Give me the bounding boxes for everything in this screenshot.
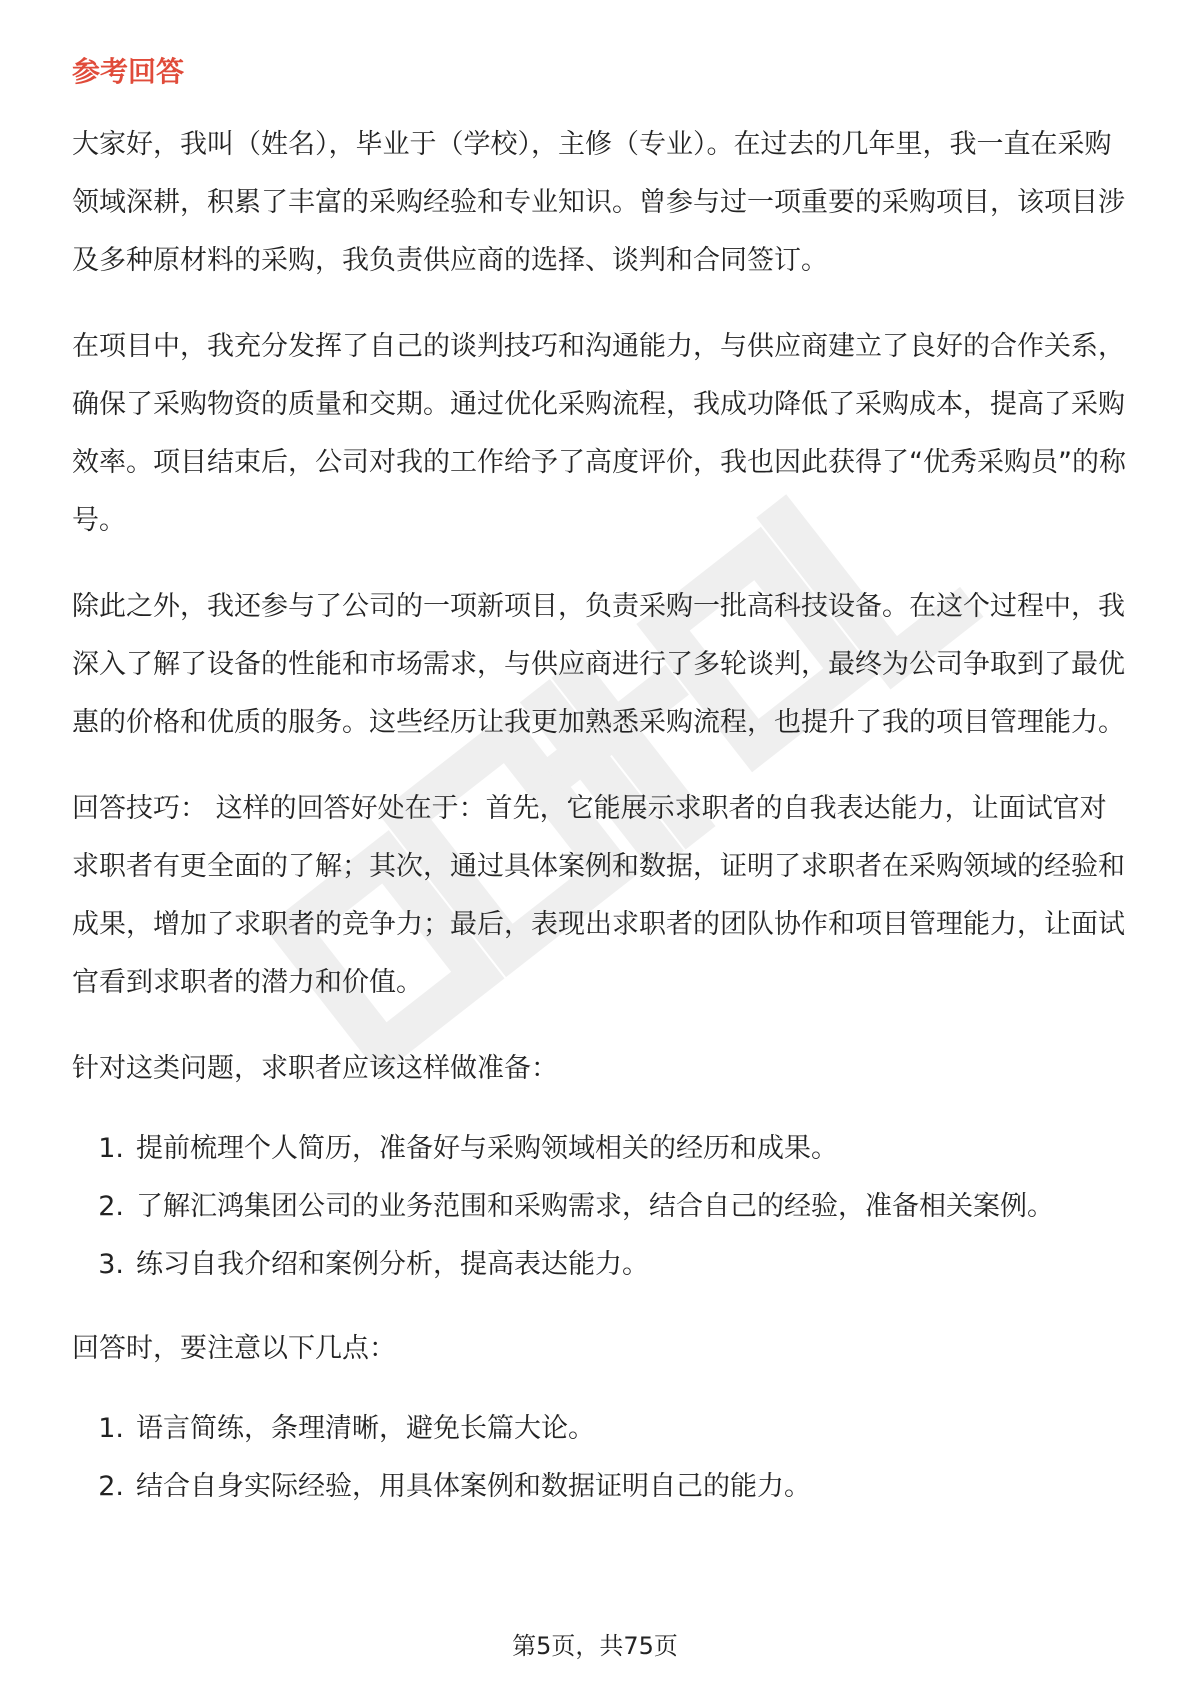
notes-heading: 回答时，要注意以下几点：: [72, 1333, 396, 1364]
list-item: [72, 1236, 1132, 1294]
paragraph-project: 在项目中，我充分发挥了自己的谈判技巧和沟通能力，与供应商建立了良好的合作关系，确保了采购物资的质量和交期。通过优化采购流程，我成功降低了采购成本，提高了采购效率。项目结束后，公司对我的工作给予了高度评价，我也因此获得了“优秀采购员”的称号。: [72, 331, 1126, 536]
list-item: [72, 1178, 1132, 1236]
list-text: 练习自我介绍和案例分析，提高表达能力。: [136, 1249, 649, 1280]
page-content: [72, 50, 1132, 1542]
list-number: 2.: [98, 1471, 124, 1502]
list-number: 1.: [98, 1133, 124, 1164]
list-text: 语言简练，条理清晰，避免长篇大论。: [136, 1413, 595, 1444]
list-item: [72, 1458, 1132, 1516]
list-number: 2.: [98, 1191, 124, 1222]
list-number: 3.: [98, 1249, 124, 1280]
prep-list: [72, 1120, 1132, 1294]
list-item: [72, 1120, 1132, 1178]
list-text: 结合自身实际经验，用具体案例和数据证明自己的能力。: [136, 1471, 811, 1502]
list-number: 1.: [98, 1413, 124, 1444]
paragraph-experience: 除此之外，我还参与了公司的一项新项目，负责采购一批高科技设备。在这个过程中，我深入了解了设备的性能和市场需求，与供应商进行了多轮谈判，最终为公司争取到了最优惠的价格和优质的服务。这些经历让我更加熟悉采购流程，也提升了我的项目管理能力。: [72, 591, 1125, 738]
list-text: 提前梳理个人简历，准备好与采购领域相关的经历和成果。: [136, 1133, 838, 1164]
list-item: [72, 1400, 1132, 1458]
page-footer: 第5页，共75页: [512, 1632, 678, 1660]
paragraph-intro: 大家好，我叫（姓名），毕业于（学校），主修（专业）。在过去的几年里，我一直在采购领域深耕，积累了丰富的采购经验和专业知识。曾参与过一项重要的采购项目，该项目涉及多种原材料的采购，我负责供应商的选择、谈判和合同签订。: [72, 129, 1125, 276]
prep-heading: 针对这类问题，求职者应该这样做准备：: [72, 1053, 558, 1084]
paragraph-tips: 回答技巧： 这样的回答好处在于：首先，它能展示求职者的自我表达能力，让面试官对求职者有更全面的了解；其次，通过具体案例和数据，证明了求职者在采购领域的经验和成果，增加了求职者的竞争力；最后，表现出求职者的团队协作和项目管理能力，让面试官看到求职者的潜力和价值。: [72, 793, 1125, 998]
section-title: 参考回答: [72, 55, 185, 88]
notes-list: [72, 1400, 1132, 1516]
list-text: 了解汇鸿集团公司的业务范围和采购需求，结合自己的经验，准备相关案例。: [136, 1191, 1054, 1222]
